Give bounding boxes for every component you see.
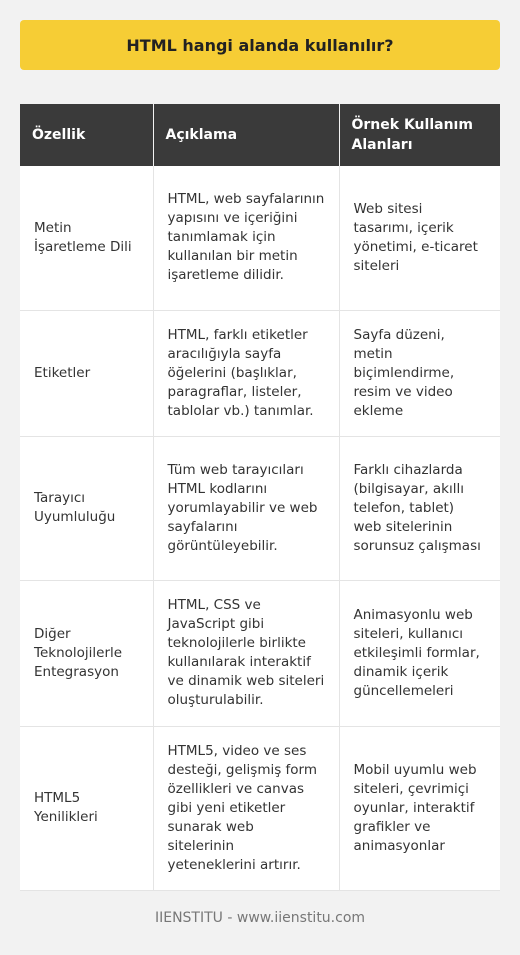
table-row <box>20 166 500 310</box>
table-row <box>20 580 500 726</box>
page-title: HTML hangi alanda kullanılır? <box>20 20 500 70</box>
examples-cell: Sayfa düzeni, metin biçimlendirme, resim ve video ekleme <box>339 310 500 436</box>
examples-cell: Mobil uyumlu web siteleri, çevrimiçi oyunlar, interaktif grafikler ve animasyonlar <box>339 726 500 890</box>
feature-cell: Metin İşaretleme Dili <box>20 166 153 310</box>
description-cell: HTML, CSS ve JavaScript gibi teknolojilerle birlikte kullanılarak interaktif ve dinamik web siteleri oluşturulabilir. <box>153 580 339 726</box>
examples-cell: Farklı cihazlarda (bilgisayar, akıllı telefon, tablet) web sitelerinin sorunsuz çalışması <box>339 436 500 580</box>
table-row <box>20 436 500 580</box>
table-row <box>20 310 500 436</box>
footer-credit: IIENSTITU - www.iienstitu.com <box>154 910 366 926</box>
table-row <box>20 726 500 890</box>
examples-cell: Animasyonlu web siteleri, kullanıcı etkileşimli formlar, dinamik içerik güncellemeleri <box>339 580 500 726</box>
column-header-description: Açıklama <box>153 104 339 166</box>
comparison-table <box>20 104 500 891</box>
feature-cell: Tarayıcı Uyumluluğu <box>20 436 153 580</box>
column-header-examples: Örnek Kullanım Alanları <box>339 104 500 166</box>
feature-cell: Diğer Teknolojilerle Entegrasyon <box>20 580 153 726</box>
feature-cell: Etiketler <box>20 310 153 436</box>
description-cell: HTML, farklı etiketler aracılığıyla sayfa öğelerini (başlıklar, paragraflar, listeler, tablolar vb.) tanımlar. <box>153 310 339 436</box>
column-header-feature: Özellik <box>20 104 153 166</box>
feature-cell: HTML5 Yenilikleri <box>20 726 153 890</box>
table-header-row <box>20 104 500 166</box>
description-cell: HTML, web sayfalarının yapısını ve içeriğini tanımlamak için kullanılan bir metin işaretleme dilidir. <box>153 166 339 310</box>
description-cell: Tüm web tarayıcıları HTML kodlarını yorumlayabilir ve web sayfalarını görüntüleyebilir. <box>153 436 339 580</box>
description-cell: HTML5, video ve ses desteği, gelişmiş form özellikleri ve canvas gibi yeni etiketler sunarak web sitelerinin yeteneklerini artırır. <box>153 726 339 890</box>
examples-cell: Web sitesi tasarımı, içerik yönetimi, e-ticaret siteleri <box>339 166 500 310</box>
